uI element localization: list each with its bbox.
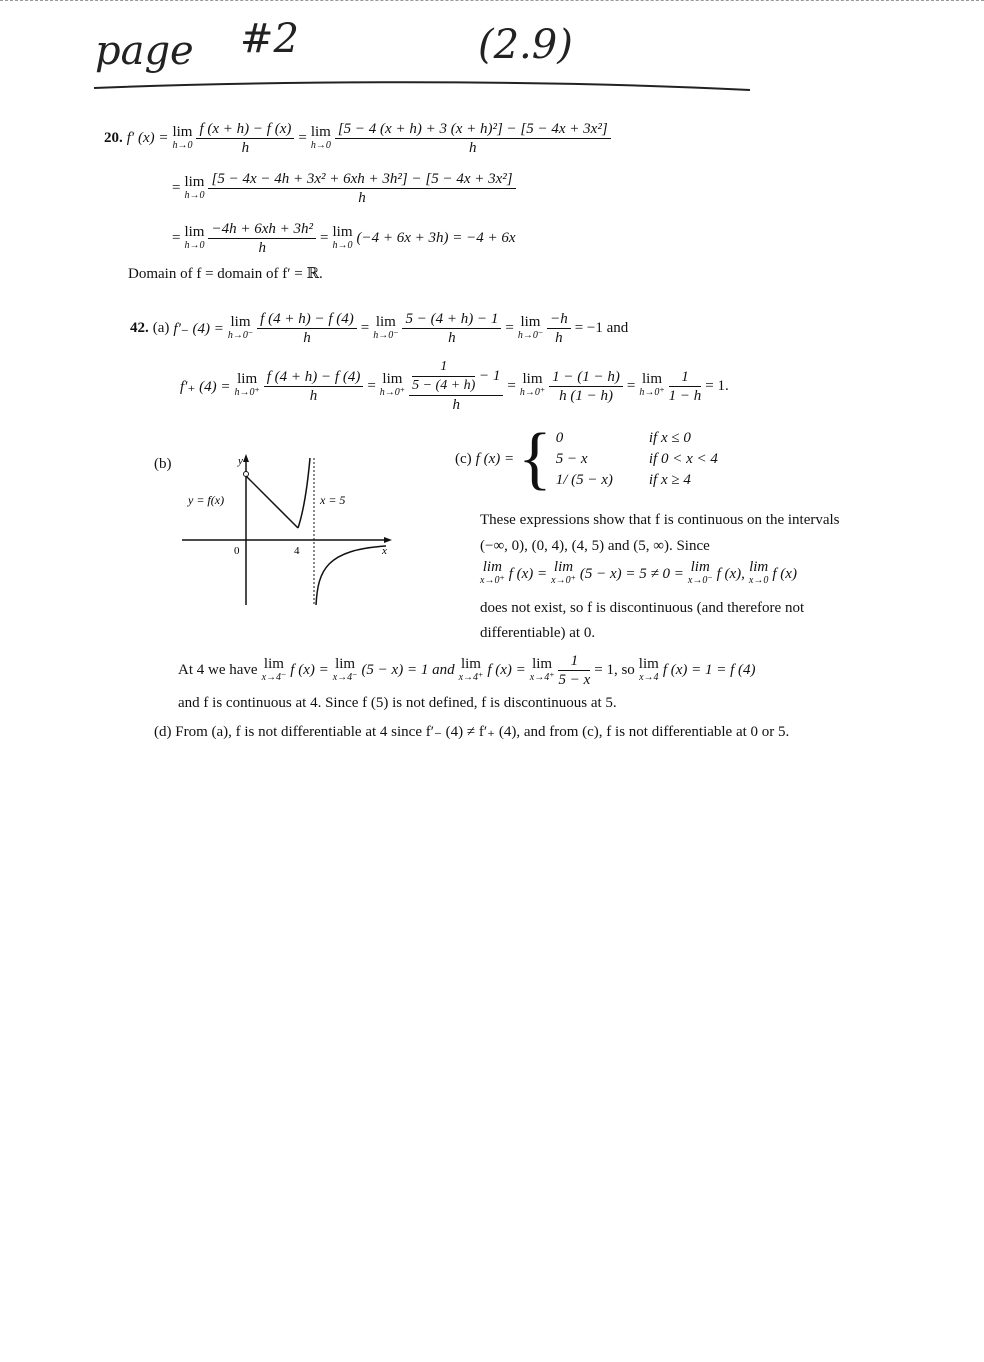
- p42c-limits: lim x→0⁺ f (x) = lim x→0⁺ (5 − x) = 5 ≠ 0 = lim x→0⁻ f (x), lim x→0 f (x): [480, 559, 797, 586]
- p20-lim5: lim h→0: [332, 223, 353, 251]
- segment-5-minus-x: [246, 476, 298, 528]
- p20-lim1: lim h→0: [172, 123, 193, 151]
- p42a-complex-frac: $\frac{1}{5 - (4 + h)}$ − 1 h: [409, 358, 503, 414]
- p20-frac2: $\frac{\text{[5 − 4 (x + h) + 3 (x + h)²] − [5 − 4x + 3x²]}}{h}$: [335, 120, 611, 157]
- p42a-lim3: lim h→0⁻: [517, 313, 544, 341]
- piece-row: 0 if x ≤ 0: [555, 429, 691, 446]
- p42a-eq2: =: [505, 320, 514, 336]
- p42a-frac1: $\frac{f (4 + h) - f (4)}{h}$: [257, 310, 357, 347]
- p42c-label: (c): [455, 450, 472, 467]
- p42-at4-line: At 4 we have lim x→4⁻ f (x) = lim x→4⁻ (5 − x) = 1 and lim x→4⁺ f (x) = lim x→4⁺ $\frac{1}{5 - x}$ = 1, so lim x→4 f (x) = 1 = f (4): [178, 653, 756, 688]
- y-axis-arrow: [243, 454, 249, 462]
- p20-line3: [172, 220, 516, 257]
- p42a-eq1: =: [360, 320, 370, 336]
- p42b-label: (b): [154, 456, 172, 472]
- graph-y-label: y: [238, 455, 243, 467]
- open-dot: [244, 472, 249, 477]
- p20-frac1: $\frac{f (x + h) - f (x)}{h}$: [196, 120, 294, 157]
- p42b-graph: [176, 450, 396, 610]
- p42a-lim1: lim h→0⁻: [227, 313, 254, 341]
- p42a-frac6: $\frac{1}{1 - h}$: [668, 368, 702, 404]
- p42a-end1: = −1 and: [574, 320, 629, 336]
- p20-eq3: =: [172, 230, 181, 246]
- p42a-frac2: $\frac{5 - (4 + h) - 1}{h}$: [402, 310, 501, 347]
- p42c-piecewise: [455, 420, 724, 497]
- p20-lim3: lim h→0: [184, 173, 205, 201]
- graph-x-label: x: [382, 545, 387, 557]
- curve-left-of-asymptote: [298, 458, 310, 528]
- p42a-line2: [180, 358, 729, 414]
- graph-4-label: 4: [294, 545, 300, 557]
- p20-line2: [172, 170, 516, 207]
- p42a-lhs2: f′₊ (4) =: [180, 378, 231, 395]
- p42c-lhs: f (x) =: [475, 450, 515, 467]
- p42a-end2: = 1.: [705, 377, 729, 394]
- p42a-eq5: =: [626, 377, 636, 394]
- p42-number: 42.: [130, 320, 149, 336]
- p42c-text1: These expressions show that f is continuous on the intervals: [480, 512, 840, 528]
- handwritten-underline: [90, 72, 760, 96]
- p20-number: 20.: [104, 130, 123, 146]
- p42a-lim5: lim h→0⁺: [379, 371, 406, 398]
- graph-x5-label: x = 5: [320, 493, 346, 507]
- p20-result: (−4 + 6x + 3h) = −4 + 6x: [356, 230, 516, 246]
- p20-lim2: lim h→0: [310, 123, 331, 151]
- p20-lim4: lim h→0: [184, 223, 205, 251]
- p20-domain: Domain of f = domain of f′ = ℝ.: [128, 266, 323, 282]
- p20-eq4: =: [320, 230, 329, 246]
- p42a-lim2: lim h→0⁻: [373, 313, 399, 341]
- graph-origin-label: 0: [234, 545, 240, 557]
- handwritten-page-number: #2: [240, 16, 299, 62]
- p42-continuity-text: and f is continuous at 4. Since f (5) is not defined, f is discontinuous at 5.: [178, 695, 617, 711]
- p42a-eq3: =: [367, 377, 376, 394]
- p20-eq2: =: [172, 180, 181, 196]
- p42a-lim7: lim h→0⁺: [639, 371, 665, 398]
- p42d-text: (d) From (a), f is not differentiable at 4 since f′₋ (4) ≠ f′₊ (4), and from (c), f is not differentiable at 0 or 5.: [154, 724, 790, 740]
- piece-row: 1/ (5 − x) if x ≥ 4: [555, 471, 691, 488]
- handwritten-section: (2.9): [478, 22, 573, 68]
- p42a-frac4: $\frac{f (4 + h) - f (4)}{h}$: [264, 368, 364, 405]
- p42a-frac5: $\frac{1 - (1 - h)}{h (1 - h)}$: [549, 368, 623, 405]
- x-axis-arrow: [384, 537, 392, 543]
- p20-lhs: f′ (x) =: [126, 130, 169, 146]
- handwritten-page-label: page: [95, 28, 194, 74]
- p42a-lhs1: f′₋ (4) =: [173, 321, 224, 337]
- p42c-text4: differentiable) at 0.: [480, 625, 596, 641]
- p42c-brace: {: [518, 420, 552, 497]
- p42c-pieces: [556, 428, 724, 491]
- p42c-text2: (−∞, 0), (0, 4), (4, 5) and (5, ∞). Since: [480, 538, 710, 554]
- p20-frac3: $\frac{\text{[5 − 4x − 4h + 3x² + 6xh + 3h²] − [5 − 4x + 3x²]}}{h}$: [208, 170, 515, 207]
- p42a-line1: [130, 310, 628, 347]
- curve-right-of-asymptote: [316, 546, 386, 605]
- piece-row: 5 − x if 0 < x < 4: [555, 450, 718, 467]
- graph-fx-label: y = f(x): [188, 493, 225, 507]
- p42a-eq4: =: [507, 377, 516, 394]
- p42a-frac3: $\frac{-h}{h}$: [547, 310, 571, 347]
- p20-eq1: =: [298, 130, 307, 146]
- scan-top-edge: [0, 0, 984, 5]
- p42a-lim6: lim h→0⁺: [519, 371, 546, 398]
- p42a-lim4: lim h→0⁺: [234, 371, 260, 398]
- p20-frac4: $\frac{\text{−4h + 6xh + 3h²}}{h}$: [208, 220, 316, 257]
- p20-line1: [104, 120, 611, 157]
- p42a-label: (a): [152, 320, 170, 336]
- p42c-text3: does not exist, so f is discontinuous (and therefore not: [480, 600, 805, 616]
